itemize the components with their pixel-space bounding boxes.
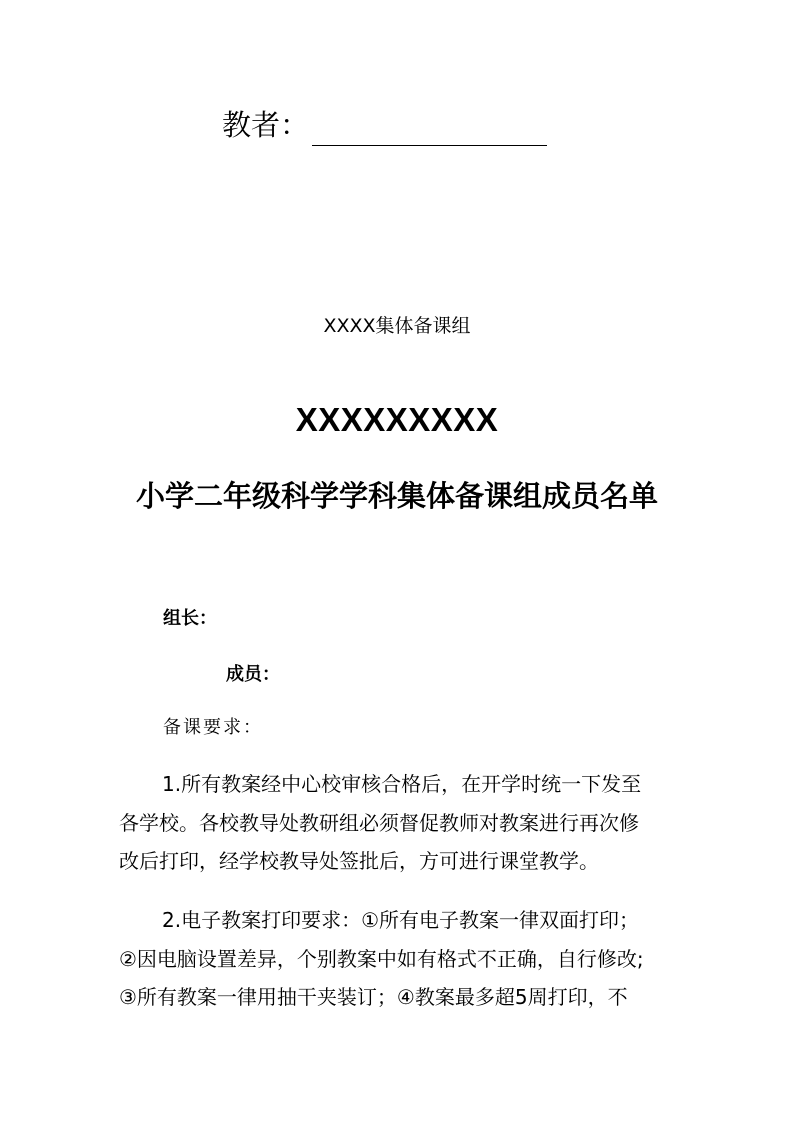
document-code: XXXXXXXXX [295,401,499,438]
paragraph-line: ③所有教案一律用抽干夹装订；④教案最多超5周打印，不 [119,985,628,1009]
paragraph-line: 1.所有教案经中心校审核合格后，在开学时统一下发至 [162,772,642,796]
teacher-signature-line [312,145,547,146]
paragraph-line: 2.电子教案打印要求：①所有电子教案一律双面打印； [162,908,640,932]
paragraph-line: 改后打印，经学校教导处签批后，方可进行课堂教学。 [119,849,599,873]
paragraph-line: ②因电脑设置差异，个别教案中如有格式不正确，自行修改; [119,946,644,971]
requirements-title: 备课要求： [163,717,263,738]
requirement-paragraph-1 [119,765,679,881]
teacher-label: 教者： [222,108,310,142]
group-name: XXXX集体备课组 [323,315,471,337]
members-label: 成员： [226,664,280,685]
leader-label: 组长： [163,608,217,629]
requirement-paragraph-2 [119,901,679,1017]
page-title: 小学二年级科学学科集体备课组成员名单 [135,479,658,513]
teacher-field [222,103,309,153]
paragraph-line: 各学校。各校教导处教研组必须督促教师对教案进行再次修 [119,810,639,835]
